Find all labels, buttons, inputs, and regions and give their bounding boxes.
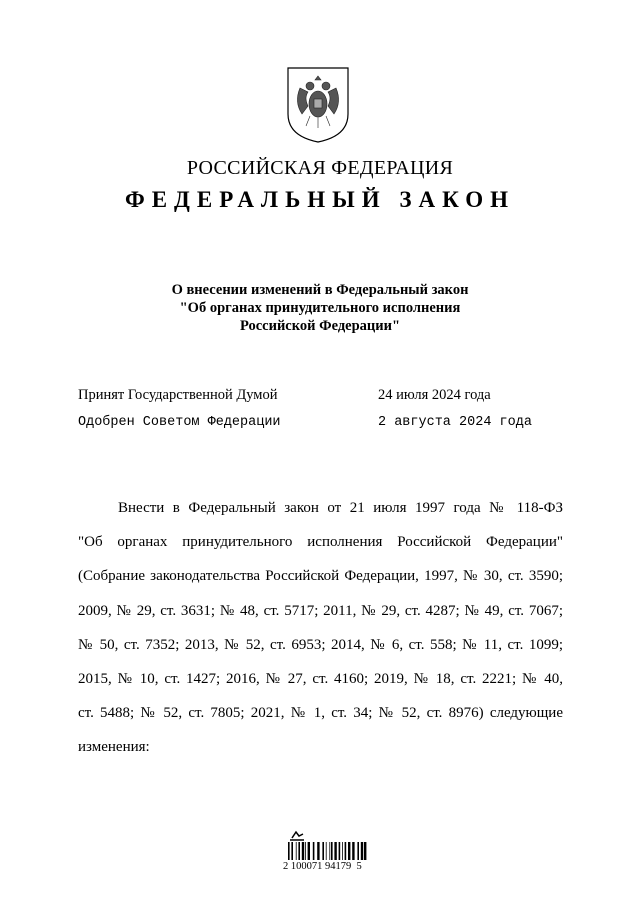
barcode-bar [357, 842, 359, 860]
barcode-bar [329, 842, 330, 860]
barcode-bar [326, 842, 327, 860]
council-approval-label: Одобрен Советом Федерации [78, 415, 281, 430]
body-line: № 50, ст. 7352; 2013, № 52, ст. 6953; 2014, № 6, ст. 558; № 11, ст. 1099; [78, 636, 563, 653]
coat-of-arms-icon [286, 66, 350, 144]
law-title [0, 281, 640, 335]
barcode-bar [352, 842, 354, 860]
document-type-heading: ФЕДЕРАЛЬНЫЙ ЗАКОН [124, 187, 516, 212]
body-line: 2009, № 29, ст. 3631; № 48, ст. 5717; 2011, № 29, ст. 4287; № 49, ст. 7067; [78, 602, 563, 619]
body-line: 2015, № 10, ст. 1427; 2016, № 27, ст. 4160; 2019, № 18, ст. 2221; № 40, [78, 671, 563, 688]
barcode-bar [302, 842, 304, 860]
law-title-line: О внесении изменений в Федеральный закон [171, 282, 469, 298]
barcode-icon [284, 828, 368, 888]
law-title-line: Российской Федерации" [239, 318, 401, 334]
duma-adoption-date: 24 июля 2024 года [378, 387, 491, 403]
barcode-bar [305, 842, 306, 860]
duma-adoption-label: Принят Государственной Думой [78, 387, 278, 403]
barcode-bar [348, 842, 350, 860]
barcode-bar [298, 842, 300, 860]
barcode-bar [291, 842, 293, 860]
barcode-bar [361, 842, 363, 860]
barcode-bar [331, 842, 333, 860]
barcode-bar [364, 842, 366, 860]
barcode-bar [334, 842, 336, 860]
barcode-bar [296, 842, 297, 860]
body-line: "Об органах принудительного исполнения Российской Федерации" [78, 534, 563, 551]
body-line: изменения: [78, 739, 150, 756]
council-approval-date: 2 августа 2024 года [378, 415, 532, 430]
barcode-number: 2 100071 94179 5 [283, 861, 362, 872]
body-line: ст. 5488; № 52, ст. 7805; 2021, № 1, ст. 34; № 52, ст. 8976) следующие [78, 705, 563, 722]
body-line: Внести в Федеральный закон от 21 июля 1997 года № 118-ФЗ [118, 500, 563, 516]
body-paragraph [78, 491, 563, 765]
barcode-bar [317, 842, 319, 860]
country-heading: РОССИЙСКАЯ ФЕДЕРАЦИЯ [186, 157, 454, 179]
barcode-bar [339, 842, 341, 860]
barcode-bar [322, 842, 324, 860]
barcode-bar [288, 842, 290, 860]
barcode-bar [345, 842, 347, 860]
body-line: (Собрание законодательства Российской Федерации, 1997, № 30, ст. 3590; [78, 568, 563, 585]
barcode-bar [308, 842, 310, 860]
law-title-line: "Об органах принудительного исполнения [179, 300, 461, 316]
barcode-bar [342, 842, 343, 860]
barcode-bar [313, 842, 315, 860]
